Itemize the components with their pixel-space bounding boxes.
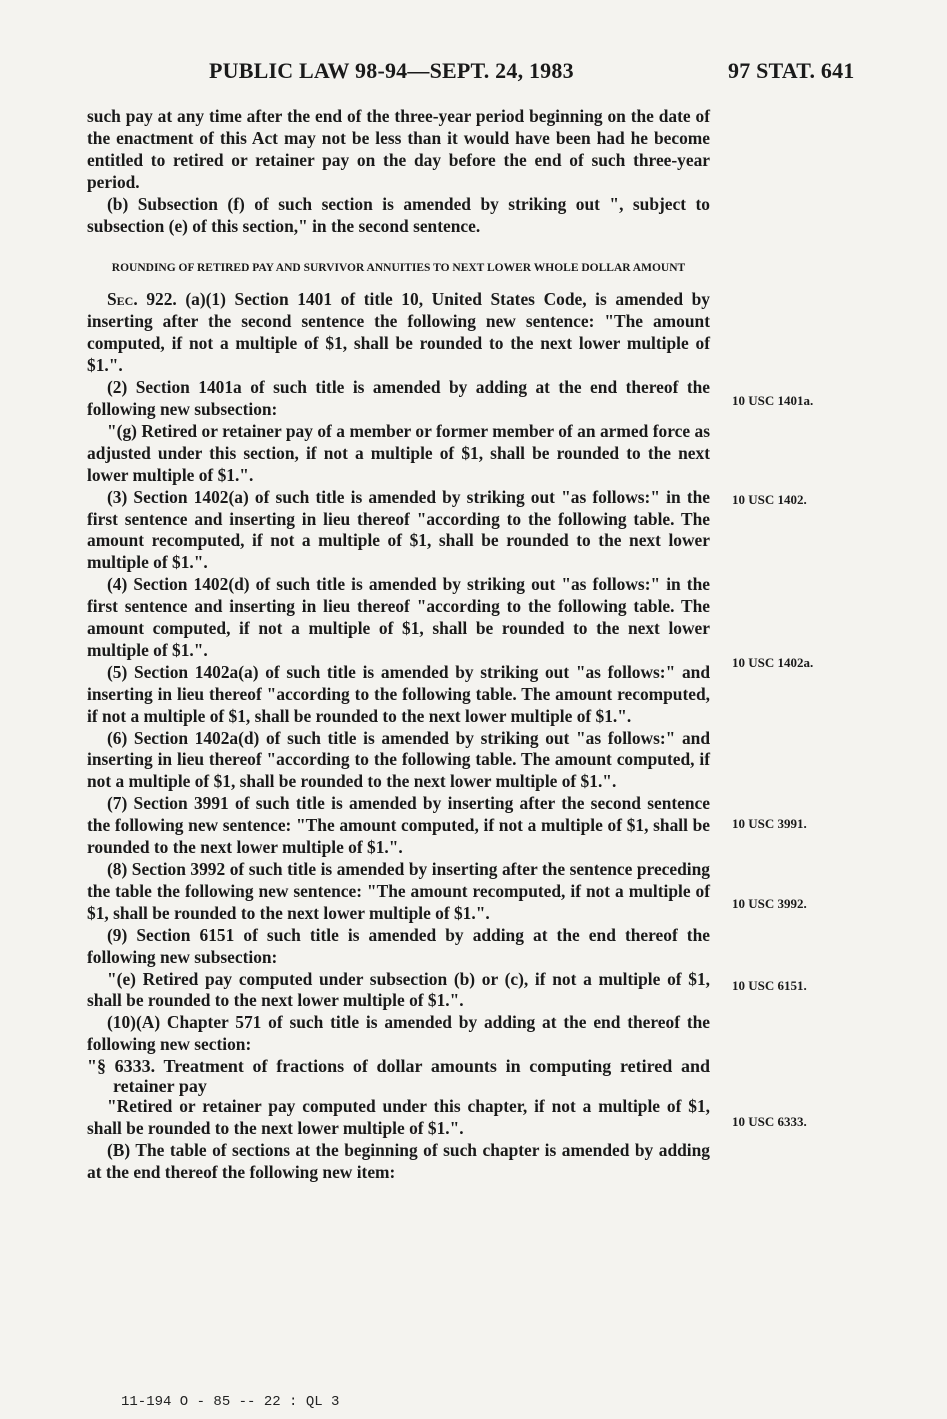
margin-note-3992: 10 USC 3992. [732, 896, 807, 911]
paragraph-2: (2) Section 1401a of such title is amended by adding at the end thereof the following new subsection: [87, 377, 710, 419]
paragraph-4: (4) Section 1402(d) of such title is amended by striking out "as follows:" in the first sentence and inserting in lieu thereof "according to the following table. The amount computed, if not a multiple of $1, shall be rounded to the next lower multiple of $1.". [87, 574, 710, 660]
paragraph-7: (7) Section 3991 of such title is amended by inserting after the second sentence the following new sentence: "The amount computed, if not a multiple of $1, shall be rounded to the next lower multiple of $1.". [87, 793, 710, 858]
margin-note-3991: 10 USC 3991. [732, 816, 807, 831]
paragraph-2-quote: "(g) Retired or retainer pay of a member or former member of an armed force as adjusted under this section, if not a multiple of $1, shall be rounded to the next lower multiple of $1.". [87, 420, 710, 485]
document-body [87, 106, 710, 1184]
margin-note-1401a: 10 USC 1401a. [732, 393, 814, 408]
paragraph-9-quote: "(e) Retired pay computed under subsection (b) or (c), if not a multiple of $1, shall be rounded to the next lower multiple of $1.". [87, 968, 710, 1011]
paragraph-6333-text: "Retired or retainer pay computed under this chapter, if not a multiple of $1, shall be rounded to the next lower multiple of $1.". [87, 1096, 710, 1139]
paragraph-10b: (B) The table of sections at the beginning of such chapter is amended by adding at the end thereof the following new item: [87, 1139, 710, 1182]
paragraph-3: (3) Section 1402(a) of such title is amended by striking out "as follows:" in the first sentence and inserting in lieu thereof "according to the following table. The amount recomputed, if not a multiple of $1, shall be rounded to the next lower multiple of $1.". [87, 486, 710, 573]
paragraph-6: (6) Section 1402a(d) of such title is amended by striking out "as follows:" and inserting in lieu thereof "according to the following table. The amount computed, if not a multiple of $1, shall be rounded to the next lower multiple of $1.". [87, 727, 710, 792]
margin-note-1402a: 10 USC 1402a. [732, 655, 814, 670]
print-footer: 11-194 O - 85 -- 22 : QL 3 [121, 1394, 340, 1410]
margin-note-6333: 10 USC 6333. [732, 1114, 807, 1129]
section-6333-heading: "§ 6333. Treatment of fractions of dollar amounts in computing retired and retainer pay [87, 1056, 710, 1097]
paragraph-5: (5) Section 1402a(a) of such title is amended by striking out "as follows:" and inserting in lieu thereof "according to the following table. The amount recomputed, if not a multiple of $1, shall be rounded to the next lower multiple of $1.". [87, 661, 710, 726]
margin-note-6151: 10 USC 6151. [732, 978, 807, 993]
sec-label: Sec. [107, 289, 138, 310]
paragraph-10a: (10)(A) Chapter 571 of such title is amended by adding at the end thereof the following new section: [87, 1012, 710, 1055]
paragraph-continuation: such pay at any time after the end of the three-year period beginning on the date of the enactment of this Act may not be less than it would have been had he become entitled to retired or retainer pay on the day before the end of such three-year period. [87, 106, 710, 192]
paragraph-sec-922 [87, 289, 710, 377]
page-header-title: PUBLIC LAW 98-94—SEPT. 24, 1983 [209, 58, 574, 83]
page-header-stat: 97 STAT. 641 [728, 58, 855, 83]
section-heading: ROUNDING OF RETIRED PAY AND SURVIVOR ANNUITIES TO NEXT LOWER WHOLE DOLLAR AMOUNT [111, 262, 686, 275]
paragraph-8: (8) Section 3992 of such title is amended by inserting after the sentence preceding the table the following new sentence: "The amount recomputed, if not a multiple of $1, shall be rounded to the next lower multiple of $1.". [87, 859, 710, 923]
margin-note-1402: 10 USC 1402. [732, 492, 807, 507]
paragraph-b: (b) Subsection (f) of such section is amended by striking out ", subject to subsection (e) of this section," in the second sentence. [87, 193, 710, 236]
paragraph-9: (9) Section 6151 of such title is amended by adding at the end thereof the following new subsection: [87, 924, 710, 967]
sec-922-text: 922. (a)(1) Section 1401 of title 10, United States Code, is amended by inserting after the second sentence the following new sentence: "The amount computed, if not a multiple of $1, shall be rounded to the next lower multiple of $1.". [87, 289, 710, 376]
